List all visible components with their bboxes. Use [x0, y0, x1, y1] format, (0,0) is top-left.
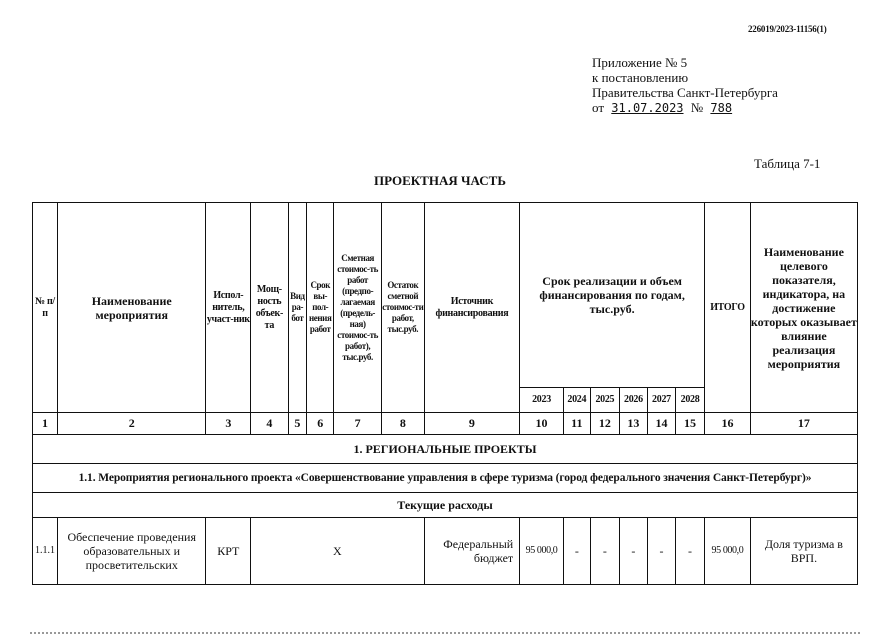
- column-number: 10: [520, 413, 564, 435]
- row-name: Обеспечение проведения образовательных и просветительских: [57, 518, 206, 585]
- subsection-title: 1.1. Мероприятия регионального проекта «Совершенствование управления в сфере туризма (город федерального значения Санкт-Петербург)»: [33, 464, 858, 493]
- expenses-header-row: [33, 493, 858, 518]
- row-year-value: -: [590, 518, 619, 585]
- col-header-year: 2025: [590, 388, 619, 413]
- section-row: [33, 435, 858, 464]
- column-number: 16: [705, 413, 751, 435]
- col-header-capacity: Мощ-ность объек-та: [251, 203, 288, 413]
- page-title: ПРОЕКТНАЯ ЧАСТЬ: [374, 173, 506, 188]
- document-id: 226019/2023-11156(1): [748, 24, 827, 34]
- row-source: Федеральный бюджет: [424, 518, 520, 585]
- column-number: 5: [288, 413, 307, 435]
- section-title: 1. РЕГИОНАЛЬНЫЕ ПРОЕКТЫ: [33, 435, 858, 464]
- table-label: Таблица 7-1: [754, 156, 821, 171]
- number-prefix: №: [690, 100, 704, 115]
- row-year-value: -: [647, 518, 675, 585]
- column-number: 1: [33, 413, 58, 435]
- row-span-value: Х: [251, 518, 424, 585]
- number-value: 788: [710, 101, 733, 115]
- column-number: 14: [647, 413, 675, 435]
- row-total: 95 000,0: [705, 518, 751, 585]
- appendix-line: к постановлению: [592, 70, 689, 85]
- col-header-name: Наименование мероприятия: [57, 203, 206, 413]
- column-number: 4: [251, 413, 288, 435]
- col-header-year: 2026: [619, 388, 647, 413]
- column-number: 3: [206, 413, 251, 435]
- col-header-estimate: Сметная стоимос-ть работ (предпо-лагаемая (предель-ная) стоимос-ть работ), тыс.руб.: [334, 203, 382, 413]
- row-year-value: -: [563, 518, 590, 585]
- col-header-year: 2024: [563, 388, 590, 413]
- column-number-row: [33, 413, 858, 435]
- date-value: 31.07.2023: [611, 101, 684, 115]
- column-number: 11: [563, 413, 590, 435]
- column-number: 15: [675, 413, 704, 435]
- expenses-title: Текущие расходы: [33, 493, 858, 518]
- col-header-source: Источник финансирования: [424, 203, 520, 413]
- row-num: 1.1.1: [33, 518, 58, 585]
- appendix-block: [592, 55, 778, 116]
- scan-edge-divider: [30, 632, 860, 634]
- project-table: [32, 202, 858, 585]
- col-header-year: 2027: [647, 388, 675, 413]
- col-header-year: 2023: [520, 388, 564, 413]
- col-header-term: Срок вы-пол-нения работ: [307, 203, 334, 413]
- header-row: [33, 203, 858, 388]
- column-number: 13: [619, 413, 647, 435]
- date-prefix: от: [592, 100, 605, 115]
- column-number: 6: [307, 413, 334, 435]
- col-header-work-type: Вид ра-бот: [288, 203, 307, 413]
- column-number: 2: [57, 413, 206, 435]
- column-number: 12: [590, 413, 619, 435]
- appendix-line: Приложение № 5: [592, 55, 688, 70]
- col-header-num: № п/п: [33, 203, 58, 413]
- appendix-line: Правительства Санкт-Петербурга: [592, 85, 778, 100]
- col-header-executor: Испол-нитель, участ-ник: [206, 203, 251, 413]
- column-number: 9: [424, 413, 520, 435]
- col-header-indicator: Наименование целевого показателя, индикатора, на достижение которых оказывает влияние реализация мероприятия: [750, 203, 857, 413]
- row-executor: КРТ: [206, 518, 251, 585]
- col-header-year: 2028: [675, 388, 704, 413]
- col-header-total: ИТОГО: [705, 203, 751, 413]
- row-indicator: Доля туризма в ВРП.: [750, 518, 857, 585]
- row-year-value: 95 000,0: [520, 518, 564, 585]
- column-number: 7: [334, 413, 382, 435]
- col-header-period: Срок реализации и объем финансирования по годам, тыс.руб.: [520, 203, 705, 388]
- subsection-row: [33, 464, 858, 493]
- row-year-value: -: [675, 518, 704, 585]
- col-header-remainder: Остаток сметной стоимос-ти работ, тыс.руб.: [382, 203, 425, 413]
- column-number: 8: [382, 413, 425, 435]
- table-row: [33, 518, 858, 585]
- row-year-value: -: [619, 518, 647, 585]
- column-number: 17: [750, 413, 857, 435]
- appendix-date-line: [592, 100, 778, 116]
